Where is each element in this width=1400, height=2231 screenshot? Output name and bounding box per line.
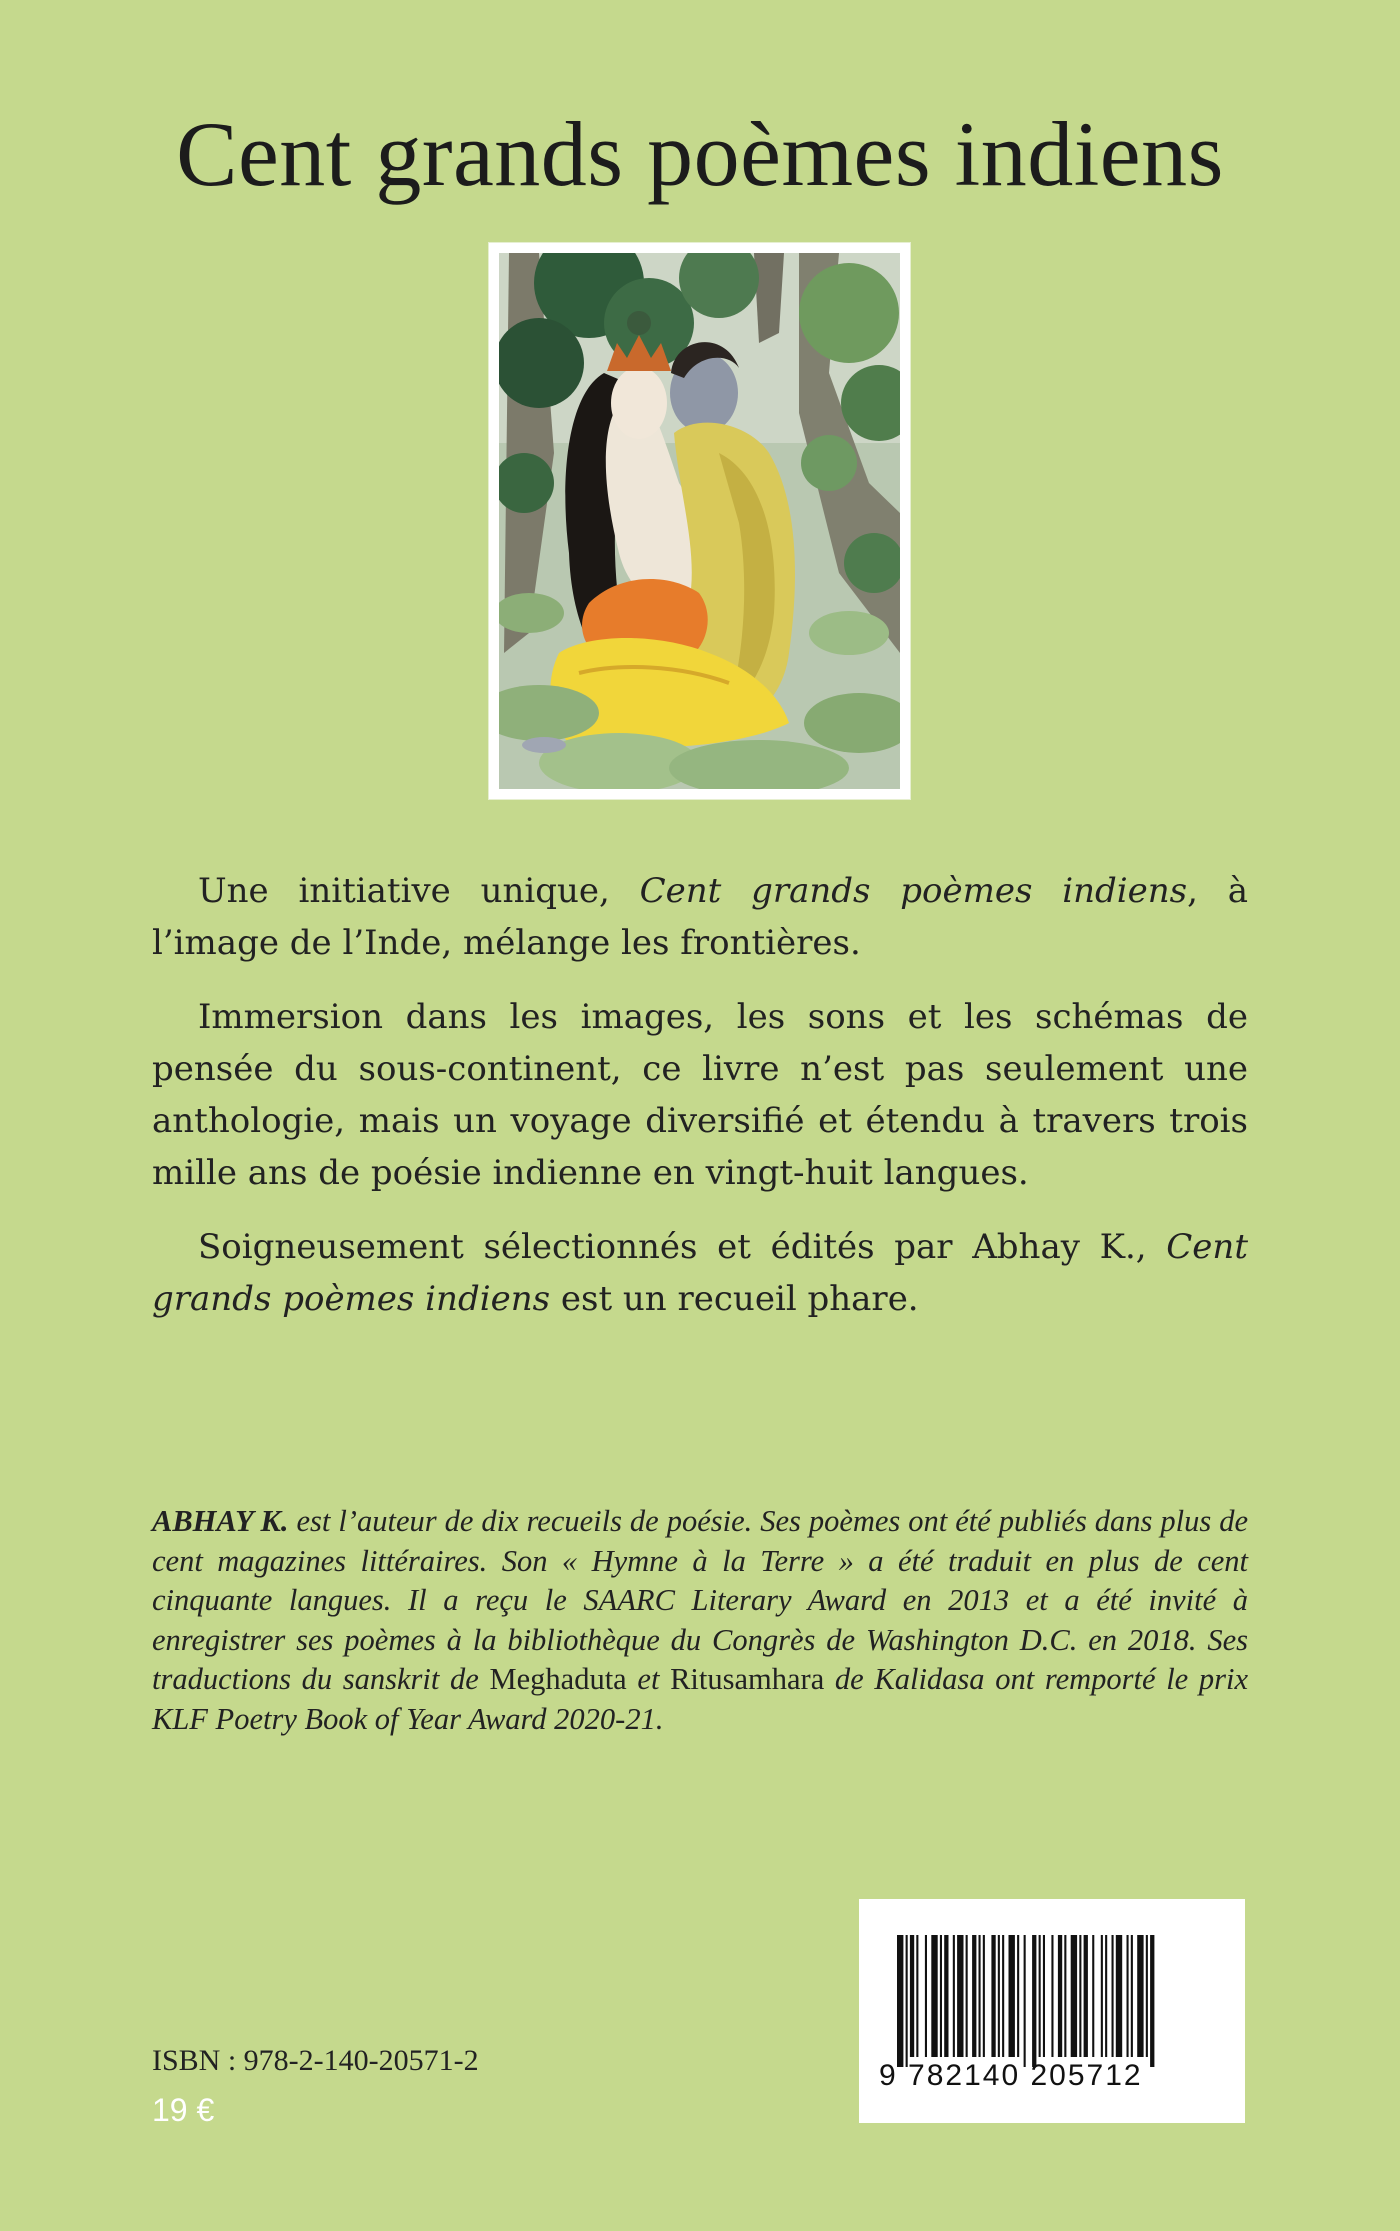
barcode-bar (1071, 1935, 1077, 2057)
back-cover-blurb (152, 865, 1248, 1325)
barcode-bar (1101, 1935, 1103, 2057)
barcode-bar (1058, 1935, 1062, 2057)
barcode-bar (931, 1935, 937, 2057)
blurb-paragraph-1: Une initiative unique, Cent grands poèmes indiens, à l’image de l’Inde, mélange les frontières. (152, 871, 1248, 963)
barcode-bar (925, 1935, 927, 2057)
barcode-bar (1024, 1935, 1026, 2067)
barcode-bar (1131, 1935, 1133, 2057)
barcode-bar (940, 1935, 942, 2057)
barcode-bar (1137, 1935, 1143, 2057)
barcode-bar (972, 1935, 976, 2057)
indian-miniature-painting-image (499, 253, 900, 789)
barcode-bar (1039, 1935, 1041, 2057)
barcode-bar (1079, 1935, 1081, 2057)
barcode-bar (966, 1935, 968, 2057)
barcode-bar (979, 1935, 981, 2057)
barcode-bar (1150, 1935, 1154, 2067)
barcode-bar (1146, 1935, 1148, 2057)
work-title: Ritusamhara (670, 1662, 825, 1696)
barcode-bar (998, 1935, 1000, 2057)
book-title: Cent grands poèmes indiens (176, 103, 1224, 205)
barcode-bar (910, 1935, 914, 2057)
barcode-bar (957, 1935, 963, 2057)
price-text: 19 € (152, 2092, 215, 2128)
author-name: ABHAY K. (152, 1504, 289, 1538)
barcode-bar (1009, 1935, 1015, 2057)
book-title-italic: Cent grands poèmes indiens (152, 1227, 1248, 1319)
blurb-paragraph-2: Immersion dans les images, les sons et les schémas de pensée du sous-continent, ce livre n’est pas seulement une anthologie, mais un voyage diversifié et étendu à travers trois mille ans de poésie indienne en vingt-huit langues. (152, 997, 1248, 1193)
barcode-bar (1064, 1935, 1066, 2057)
barcode-bar (1002, 1935, 1004, 2057)
barcode-bar (1043, 1935, 1045, 2057)
book-title-italic: Cent grands poèmes indiens (639, 871, 1188, 911)
barcode-bar (991, 1935, 995, 2057)
barcode-bar (953, 1935, 955, 2057)
work-title: Meghaduta (489, 1662, 627, 1696)
barcode-bar (944, 1935, 948, 2057)
barcode-bar (1084, 1935, 1088, 2057)
author-bio: ABHAY K. est l’auteur de dix recueils de poésie. Ses poèmes ont été publiés dans plus de cent magazines littéraires. Son « Hymne à la Terre » a été traduit en plus de cent cinquante langues. Il a reçu le SAARC Literary Award en 2013 et a été invité à enregistrer ses poèmes à la bibliothèque du Congrès de Washington D.C. en 2018. Ses traductions du sanskrit de Meghaduta et Ritusamhara de Kalidasa ont remporté le prix KLF Poetry Book of Year Award 2020-21. (152, 1504, 1249, 1736)
barcode (859, 1899, 1245, 2123)
isbn-text: ISBN : 978-2-140-20571-2 (152, 2044, 479, 2077)
cover-painting (489, 243, 910, 799)
barcode-digits: 9 782140 205712 (879, 2059, 1143, 2092)
barcode-bar (1105, 1935, 1107, 2057)
barcode-bar (1127, 1935, 1129, 2057)
barcode-bar (897, 1935, 903, 2067)
barcode-bar (983, 1935, 985, 2057)
barcode-bar (1032, 1935, 1036, 2067)
barcode-bar (1051, 1935, 1053, 2057)
barcode-bar (1116, 1935, 1122, 2057)
blurb-paragraph-3: Soigneusement sélectionnés et édités par Abhay K., Cent grands poèmes indiens est un recueil phare. (152, 1227, 1248, 1319)
barcode-bar (916, 1935, 918, 2057)
barcode-bar (1112, 1935, 1114, 2057)
barcode-bar (1017, 1935, 1019, 2057)
barcode-bar (906, 1935, 908, 2067)
barcode-bar (1092, 1935, 1094, 2057)
